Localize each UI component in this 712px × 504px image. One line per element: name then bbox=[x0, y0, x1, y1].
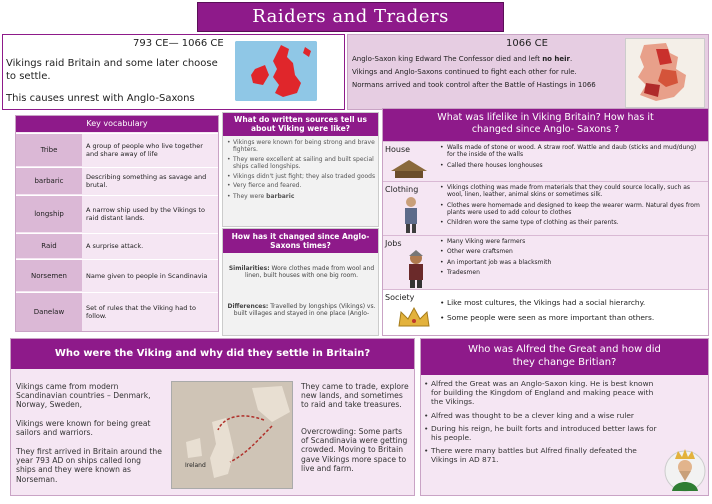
viking-figure-icon bbox=[403, 250, 429, 288]
list-item: • Called there houses longhouses bbox=[439, 162, 706, 169]
intro-line-1: Vikings raid Britain and some later choose bbox=[6, 58, 218, 69]
clothing-label: Clothing bbox=[385, 185, 419, 194]
intro-date: 793 CE— 1066 CE bbox=[133, 38, 224, 49]
jobs-list bbox=[439, 238, 706, 279]
viking-life-heading: What was lifelike in Viking Britain? How has it changed since Anglo- Saxons ? bbox=[383, 109, 708, 141]
intro-line-3: This causes unrest with Anglo-Saxons bbox=[6, 93, 195, 104]
similarities-text: Similarities: Wore clothes made from wool and linen, built houses with one big room. bbox=[228, 265, 375, 280]
list-item: • There were many battles but Alfred finally defeated the Vikings in AD 871. bbox=[423, 446, 659, 464]
vocab-term: Raid bbox=[16, 234, 82, 258]
crown-icon bbox=[397, 306, 431, 330]
vocab-definition: A group of people who live together and share away of life bbox=[86, 142, 203, 158]
vocab-term: Danelaw bbox=[16, 293, 82, 331]
house-label: House bbox=[385, 145, 411, 154]
vocab-row bbox=[16, 195, 218, 232]
england-map-image bbox=[625, 38, 705, 108]
list-item: • Alfred was thought to be a clever king and a wise ruler bbox=[423, 411, 659, 420]
vocab-row bbox=[16, 133, 218, 166]
who-were-vikings-heading: Who were the Viking and why did they settle in Britain? bbox=[11, 339, 414, 369]
vocab-row bbox=[16, 259, 218, 291]
vikings-overcrowding-text: Overcrowding: Some parts of Scandinavia were getting crowded. Moving to Britain gave Vikings more space to live and farm. bbox=[301, 427, 408, 473]
panel-1066-line-2: Vikings and Anglo-Saxons continued to fight each other for rule. bbox=[352, 68, 577, 76]
vocabulary-panel bbox=[15, 115, 219, 332]
society-label: Society bbox=[385, 293, 415, 302]
list-item: • Vikings clothing was made from materials that they could source locally, such as wool, linen, leather, animal skins or sometimes silk. bbox=[439, 184, 706, 199]
vocab-definition: A surprise attack. bbox=[86, 242, 144, 250]
britain-map-image bbox=[235, 41, 317, 101]
viking-life-panel bbox=[382, 108, 709, 336]
panel-1066-line-1: Anglo-Saxon king Edward The Confessor died and left no heir. bbox=[352, 55, 573, 63]
vocab-term: longship bbox=[16, 196, 82, 232]
list-item: • Walls made of stone or wood. A straw roof. Wattle and daub (sticks and mud/dung) for the inside of the walls bbox=[439, 144, 706, 159]
list-item: • Tradesmen bbox=[439, 269, 706, 276]
panel-1066 bbox=[347, 34, 709, 110]
vikings-origin-text: Vikings came from modern Scandinavian countries – Denmark, Norway, Sweden, bbox=[16, 382, 151, 410]
list-item: • Vikings didn't just fight; they also traded goods bbox=[226, 173, 376, 180]
written-sources-heading: What do written sources tell us about Viking were like? bbox=[223, 113, 378, 136]
list-item: • Vikings were known for being strong and brave fighters. bbox=[226, 139, 376, 154]
list-item: • Alfred the Great was an Anglo-Saxon king. He is best known for building the Kingdom of England and making peace with the Vikings. bbox=[423, 379, 659, 407]
alfred-heading: Who was Alfred the Great and how did they change Britian? bbox=[421, 339, 708, 375]
viking-route-map bbox=[171, 381, 293, 489]
house-list bbox=[439, 144, 706, 172]
life-row-house bbox=[383, 141, 708, 181]
list-item: • Other were craftsmen bbox=[439, 248, 706, 255]
ireland-map-label: Ireland bbox=[185, 462, 206, 469]
life-row-society bbox=[383, 289, 708, 335]
vocab-row bbox=[16, 233, 218, 258]
alfred-panel bbox=[420, 338, 709, 496]
list-item: • During his reign, he built forts and introduced better laws for his people. bbox=[423, 424, 659, 442]
vikings-trade-text: They came to trade, explore new lands, and sometimes to raid and take treasures. bbox=[301, 382, 409, 410]
differences-text: Differences: Travelled by longships (Vikings) vs. built villages and stayed in one place (Anglo- bbox=[227, 303, 376, 318]
alfred-list bbox=[423, 379, 659, 469]
longhouse-icon bbox=[389, 157, 429, 179]
list-item: • Children wore the same type of clothing as their parents. bbox=[439, 219, 706, 226]
list-item: • They were barbaric bbox=[226, 193, 376, 200]
vocab-row bbox=[16, 167, 218, 194]
vocabulary-heading: Key vocabulary bbox=[16, 116, 218, 132]
jobs-label: Jobs bbox=[385, 239, 402, 248]
changes-panel bbox=[222, 228, 379, 336]
list-item: • An important job was a blacksmith bbox=[439, 259, 706, 266]
panel-1066-date: 1066 CE bbox=[506, 38, 548, 49]
changes-heading: How has it changed since Anglo- Saxons times? bbox=[223, 229, 378, 253]
vikings-sailors-text: Vikings were known for being great sailors and warriors. bbox=[16, 419, 151, 438]
vocab-definition: Describing something as savage and brutal. bbox=[86, 173, 207, 189]
page-title: Raiders and Traders bbox=[197, 2, 504, 32]
vocab-row bbox=[16, 292, 218, 331]
society-list bbox=[439, 298, 706, 325]
list-item: • Very fierce and feared. bbox=[226, 182, 376, 189]
vocab-term: Tribe bbox=[16, 134, 82, 166]
vocab-definition: Name given to people in Scandinavia bbox=[86, 271, 208, 280]
intro-line-2: to settle. bbox=[6, 71, 51, 82]
who-were-vikings-panel bbox=[10, 338, 415, 496]
list-item: • Many Viking were farmers bbox=[439, 238, 706, 245]
vocab-definition: Set of rules that the Viking had to follow. bbox=[86, 304, 196, 320]
intro-panel bbox=[2, 34, 345, 110]
written-sources-list bbox=[226, 139, 376, 203]
vikings-arrival-text: They first arrived in Britain around the year 793 AD on ships called long ships and they were known as Norseman. bbox=[16, 447, 162, 484]
life-row-clothing bbox=[383, 181, 708, 235]
panel-1066-line-3: Normans arrived and took control after the Battle of Hastings in 1066 bbox=[352, 81, 596, 89]
viking-warrior-icon bbox=[401, 196, 421, 234]
vocab-definition: A narrow ship used by the Vikings to raid distant lands. bbox=[86, 206, 205, 222]
alfred-portrait-icon bbox=[664, 447, 706, 493]
list-item: • Clothes were homemade and designed to keep the wearer warm. Natural dyes from plants were used to add colour to clothes bbox=[439, 202, 706, 217]
life-row-jobs bbox=[383, 235, 708, 289]
list-item: • They were excellent at sailing and built special ships called longships. bbox=[226, 156, 376, 171]
clothing-list bbox=[439, 184, 706, 229]
list-item: • Like most cultures, the Vikings had a social hierarchy. bbox=[439, 298, 706, 307]
list-item: • Some people were seen as more important than others. bbox=[439, 313, 706, 322]
written-sources-panel bbox=[222, 112, 379, 227]
vocab-term: barbaric bbox=[16, 168, 82, 194]
vocab-term: Norsemen bbox=[16, 260, 82, 291]
